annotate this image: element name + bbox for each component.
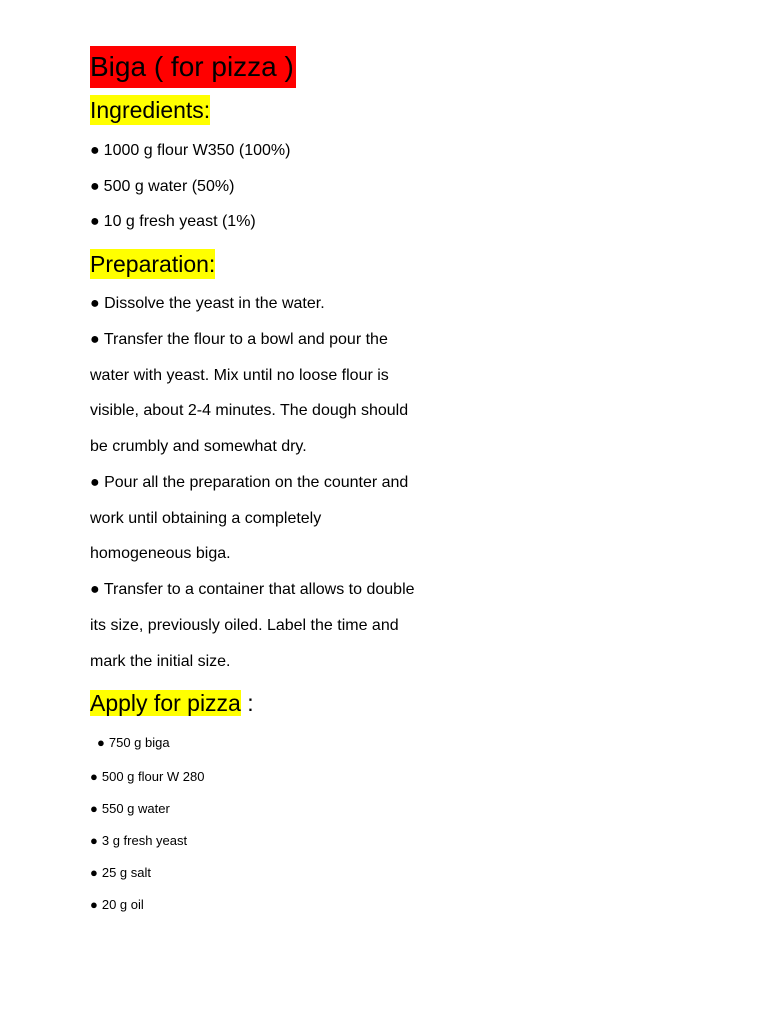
preparation-line: mark the initial size. (90, 653, 231, 670)
apply-item: ● 20 g oil (90, 897, 144, 912)
preparation-line: ● Transfer the flour to a bowl and pour the (90, 331, 388, 348)
apply-heading-text: Apply for pizza (90, 690, 241, 716)
bullet-icon: ● (90, 178, 100, 195)
bullet-icon: ● (90, 833, 98, 848)
apply-item: ● 25 g salt (90, 865, 152, 880)
bullet-icon: ● (97, 735, 105, 750)
preparation-line: its size, previously oiled. Label the time and (90, 617, 399, 634)
apply-heading-suffix: : (240, 690, 254, 716)
apply-item: ● 500 g flour W 280 (90, 769, 205, 784)
ingredient-item: ● 1000 g flour W350 (100%) (90, 142, 291, 159)
preparation-line: homogeneous biga. (90, 545, 231, 562)
page-title: Biga ( for pizza ) (90, 46, 296, 88)
preparation-line: ● Transfer to a container that allows to double (90, 581, 415, 598)
apply-item: ● 3 g fresh yeast (90, 833, 188, 848)
ingredient-item: ● 500 g water (50%) (90, 178, 235, 195)
bullet-icon: ● (90, 801, 98, 816)
apply-item: ● 750 g biga (97, 735, 170, 750)
bullet-icon: ● (90, 769, 98, 784)
preparation-heading: Preparation: (90, 251, 216, 277)
apply-item: ● 550 g water (90, 801, 170, 816)
bullet-icon: ● (90, 897, 98, 912)
preparation-line: ● Pour all the preparation on the counter and (90, 474, 409, 491)
preparation-line: be crumbly and somewhat dry. (90, 438, 307, 455)
preparation-line: water with yeast. Mix until no loose flour is (90, 367, 389, 384)
preparation-line: work until obtaining a completely (90, 510, 322, 527)
ingredient-item: ● 10 g fresh yeast (1%) (90, 213, 256, 230)
bullet-icon: ● (90, 865, 98, 880)
apply-heading (90, 688, 254, 718)
bullet-icon: ● (90, 213, 100, 230)
preparation-line: visible, about 2-4 minutes. The dough should (90, 402, 409, 419)
preparation-line: ● Dissolve the yeast in the water. (90, 295, 325, 312)
bullet-icon: ● (90, 142, 100, 159)
ingredients-heading: Ingredients: (90, 97, 211, 123)
